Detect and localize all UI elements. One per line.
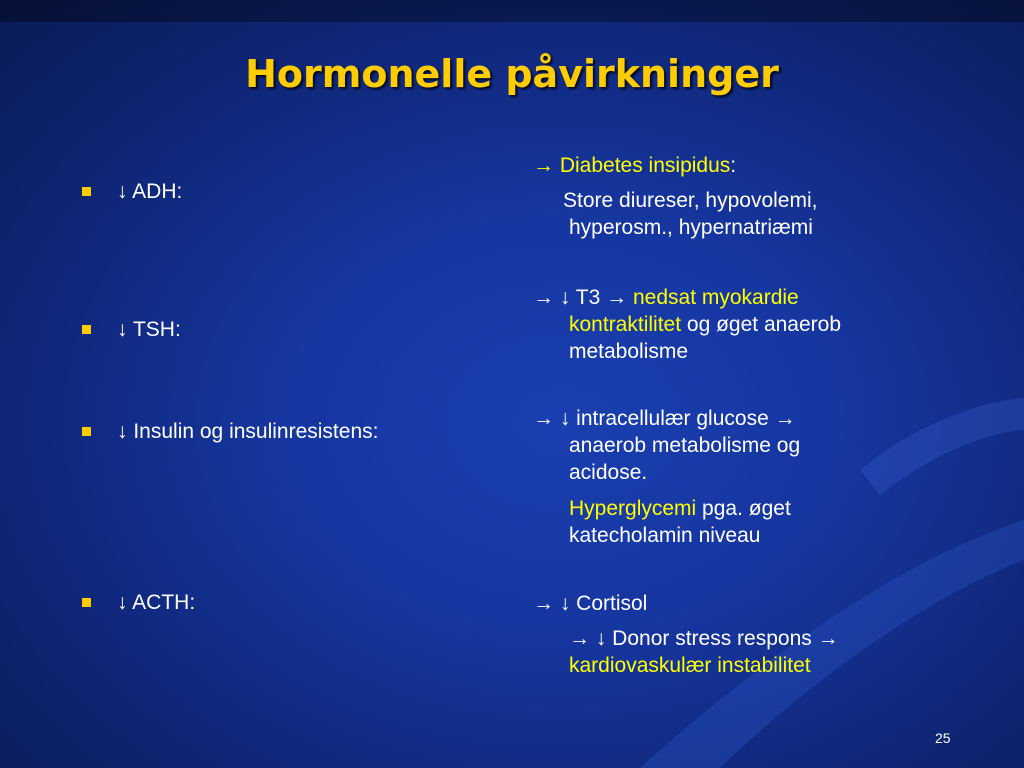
insulin-effect-line3: acidose. [569, 461, 648, 484]
left-item-insulin: ↓ Insulin og insulinresistens: [117, 420, 379, 443]
tsh-effect-line1 [533, 284, 799, 311]
tsh-highlight-line2: kontraktilitet [569, 313, 682, 336]
acth-effect-line2: → ↓ Donor stress respons → [569, 627, 839, 650]
tsh-effect-line2 [569, 311, 841, 338]
left-item-adh: ↓ ADH: [117, 180, 183, 203]
adh-detail-line1: Store diureser, hypovolemi, [563, 189, 818, 212]
bullet-marker [82, 598, 91, 607]
tsh-prefix: → ↓ T3 → [533, 286, 628, 309]
page-number: 25 [935, 730, 951, 746]
tsh-effect-line3: metabolisme [569, 340, 689, 363]
insulin-hyper-rest: pga. øget [702, 497, 791, 520]
acth-effect-highlight: kardiovaskulær instabilitet [569, 654, 811, 677]
left-item-tsh: ↓ TSH: [117, 318, 181, 341]
bullet-marker [82, 187, 91, 196]
tsh-highlight-line1: nedsat myokardie [632, 286, 799, 309]
insulin-hyper-highlight: Hyperglycemi [569, 497, 697, 520]
tsh-rest-line2: og øget anaerob [686, 313, 842, 336]
insulin-effect-line1: → ↓ intracellulær glucose → [533, 407, 796, 430]
adh-arrow: → [533, 154, 554, 177]
insulin-hyper-line1 [569, 495, 791, 522]
insulin-effect-line2: anaerob metabolisme og [569, 434, 801, 457]
slide-title: Hormonelle påvirkninger [245, 52, 779, 96]
left-item-acth: ↓ ACTH: [117, 591, 196, 614]
adh-detail-line2: hyperosm., hypernatriæmi [569, 216, 813, 239]
adh-term: Diabetes insipidus [559, 154, 731, 177]
adh-colon: : [730, 154, 737, 177]
adh-effect-heading [533, 152, 736, 179]
bullet-marker [82, 325, 91, 334]
insulin-hyper-line2: katecholamin niveau [569, 524, 761, 547]
bullet-marker [82, 427, 91, 436]
acth-effect-line1: → ↓ Cortisol [533, 592, 648, 615]
